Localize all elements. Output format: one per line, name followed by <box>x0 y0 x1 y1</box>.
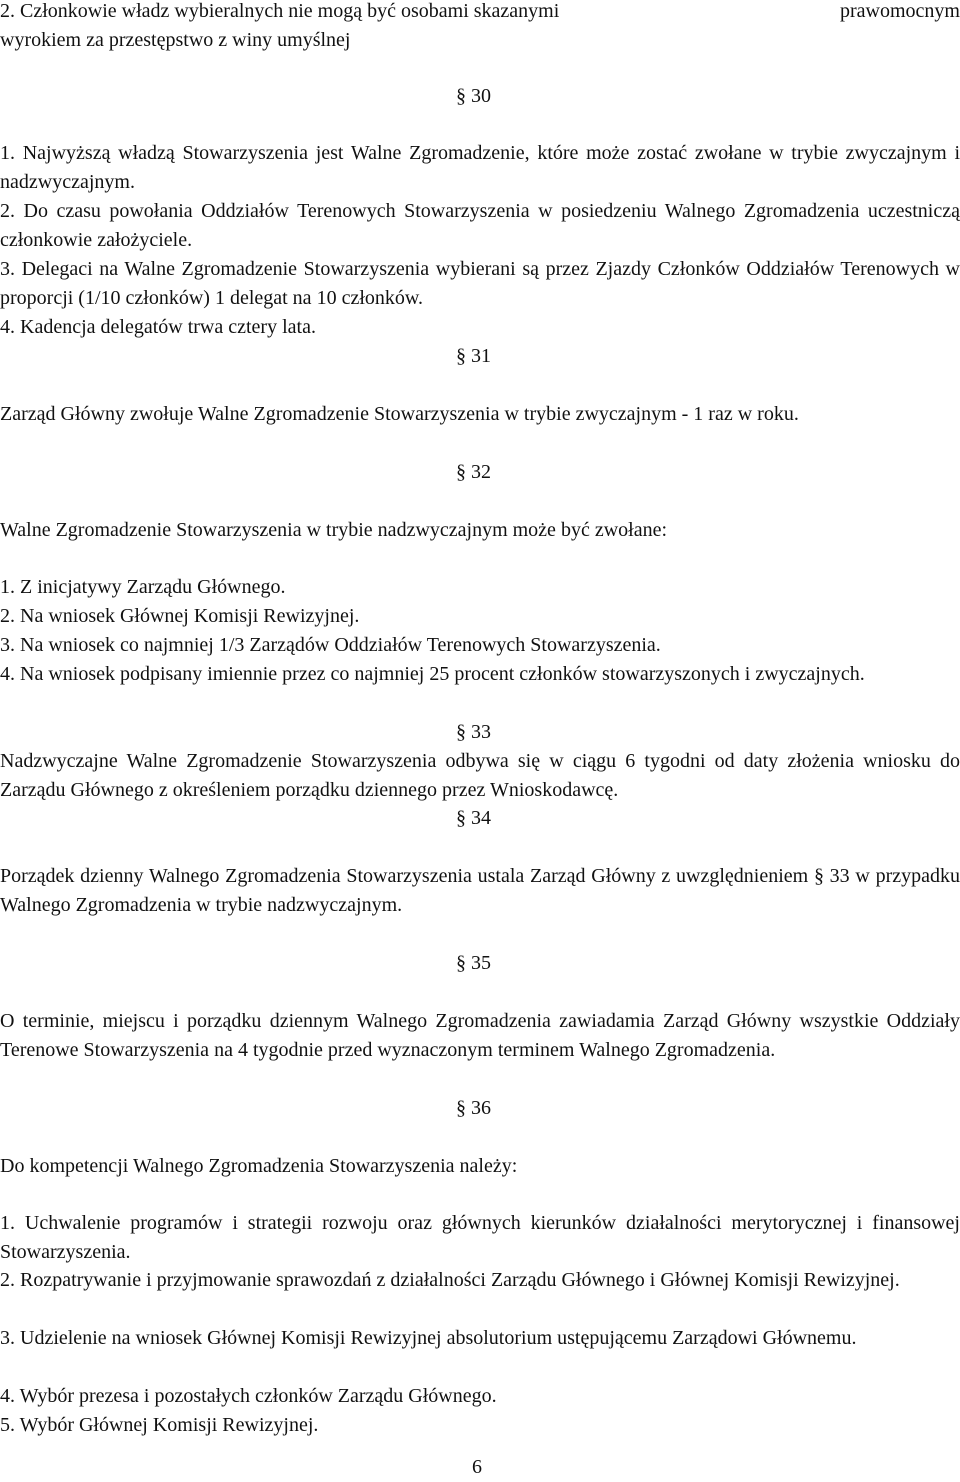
section-heading-30: § 30 <box>456 85 491 107</box>
section-heading-32: § 32 <box>456 461 491 483</box>
paragraph-36-2: 2. Rozpatrywanie i przyjmowanie sprawozdań z działalności Zarządu Głównego i Głównej Komisji Rewizyjnej. <box>0 1269 900 1291</box>
section-heading-36: § 36 <box>456 1097 491 1119</box>
paragraph-36-1: 1. Uchwalenie programów i strategii rozwoju oraz głównych kierunków działalności merytorycznej i finansowej Stowarzyszenia. <box>0 1212 960 1263</box>
page-number: 6 <box>472 1456 482 1478</box>
section-heading-35: § 35 <box>456 952 491 974</box>
paragraph-32-4: 4. Na wniosek podpisany imiennie przez co najmniej 25 procent członków stowarzyszonych i zwyczajnych. <box>0 663 865 685</box>
paragraph-36-3: 3. Udzielenie na wniosek Głównej Komisji Rewizyjnej absolutorium ustępującemu Zarządowi Głównemu. <box>0 1327 857 1349</box>
section-heading-31: § 31 <box>456 345 491 367</box>
paragraph-32: Walne Zgromadzenie Stowarzyszenia w trybie nadzwyczajnym może być zwołane: <box>0 519 668 541</box>
paragraph-36: Do kompetencji Walnego Zgromadzenia Stowarzyszenia należy: <box>0 1155 518 1177</box>
paragraph-32-3: 3. Na wniosek co najmniej 1/3 Zarządów Oddziałów Terenowych Stowarzyszenia. <box>0 634 661 656</box>
paragraph-35: O terminie, miejscu i porządku dziennym Walnego Zgromadzenia zawiadamia Zarząd Główny wszystkie Oddziały Terenowe Stowarzyszenia na 4 tygodnie przed wyznaczonym terminem Walnego Zgromadzenia. <box>0 1010 960 1061</box>
paragraph-31: Zarząd Główny zwołuje Walne Zgromadzenie Stowarzyszenia w trybie zwyczajnym - 1 raz w roku. <box>0 403 799 425</box>
list-item-2-text-end: prawomocnym <box>840 0 960 22</box>
paragraph-30-3: 3. Delegaci na Walne Zgromadzenie Stowarzyszenia wybierani są przez Zjazdy Członków Oddziałów Terenowych w proporcji (1/10 członków) 1 delegat na 10 członków. <box>0 258 960 309</box>
paragraph-30-2: 2. Do czasu powołania Oddziałów Terenowych Stowarzyszenia w posiedzeniu Walnego Zgromadzenia uczestniczą członkowie założyciele. <box>0 200 960 251</box>
paragraph-36-4: 4. Wybór prezesa i pozostałych członków Zarządu Głównego. <box>0 1385 497 1407</box>
paragraph-33: Nadzwyczajne Walne Zgromadzenie Stowarzyszenia odbywa się w ciągu 6 tygodni od daty złożenia wniosku do Zarządu Głównego z określeniem porządku dziennego przez Wnioskodawcę. <box>0 750 960 801</box>
section-heading-34: § 34 <box>456 807 491 829</box>
list-item-2-line2: wyrokiem za przestępstwo z winy umyślnej <box>0 29 351 51</box>
paragraph-30-1: 1. Najwyższą władzą Stowarzyszenia jest Walne Zgromadzenie, które może zostać zwołane w trybie zwyczajnym i nadzwyczajnym. <box>0 142 960 193</box>
paragraph-30-4: 4. Kadencja delegatów trwa cztery lata. <box>0 316 316 338</box>
paragraph-34: Porządek dzienny Walnego Zgromadzenia Stowarzyszenia ustala Zarząd Główny z uwzględnieniem § 33 w przypadku Walnego Zgromadzenia w trybie nadzwyczajnym. <box>0 865 960 916</box>
paragraph-32-1: 1. Z inicjatywy Zarządu Głównego. <box>0 576 286 598</box>
paragraph-36-5: 5. Wybór Głównej Komisji Rewizyjnej. <box>0 1414 319 1436</box>
paragraph-32-2: 2. Na wniosek Głównej Komisji Rewizyjnej. <box>0 605 360 627</box>
list-item-2-text: 2. Członkowie władz wybieralnych nie mogą być osobami skazanymi <box>0 0 560 22</box>
section-heading-33: § 33 <box>456 721 491 743</box>
